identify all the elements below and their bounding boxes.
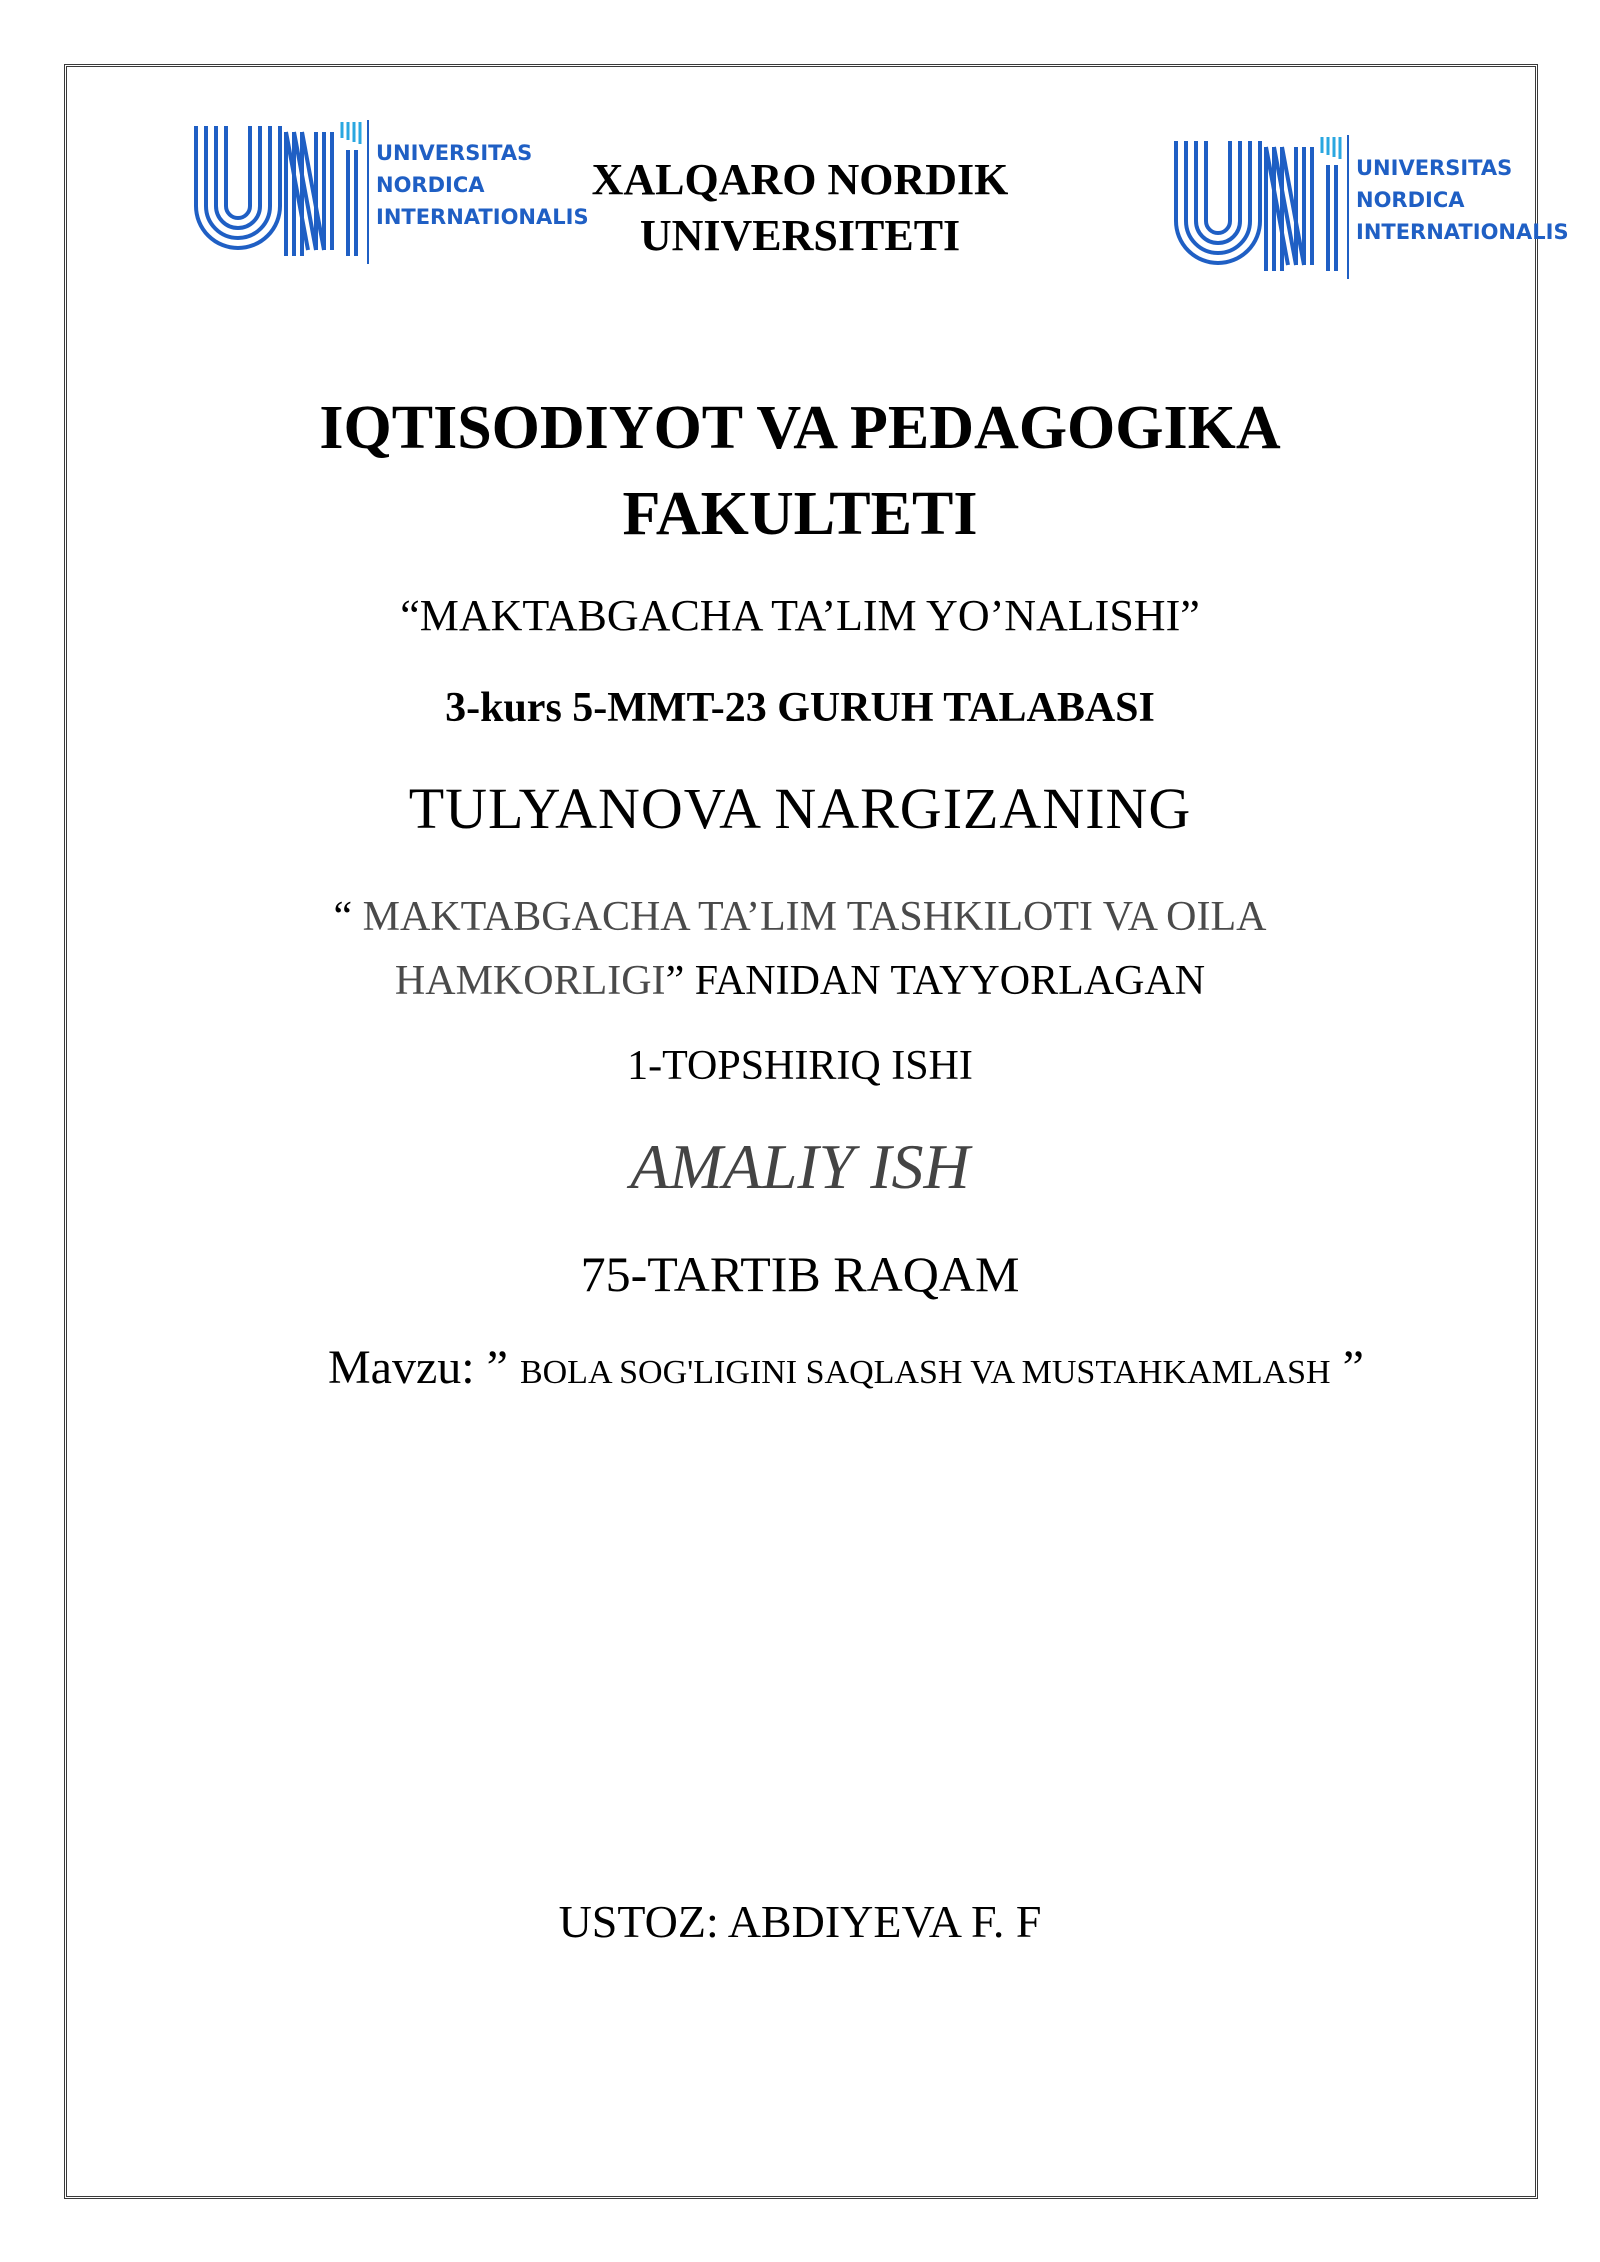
- logo-text-line1: UNIVERSITAS: [1356, 156, 1513, 180]
- task-title: 1-TOPSHIRIQ ISHI: [627, 1043, 973, 1089]
- work-type: AMALIY ISH: [630, 1131, 970, 1202]
- subject-title-line1: MAKTABGACHA TA’LIM TASHKILOTI VA OILA: [362, 894, 1267, 940]
- logo-text-line2: NORDICA: [376, 173, 485, 197]
- topic-line: [328, 1340, 1364, 1395]
- subject-title-line2: HAMKORLIGI: [394, 958, 666, 1004]
- teacher-name: USTOZ: ABDIYEVA F. F: [558, 1896, 1042, 1947]
- logo-text-line1: UNIVERSITAS: [376, 141, 533, 165]
- university-name-line2: UNIVERSITETI: [639, 211, 961, 260]
- faculty-title-line2: FAKULTETI: [622, 480, 978, 548]
- student-name: TULYANOVA NARGIZANING: [408, 776, 1192, 841]
- subject-open-quote: “: [333, 894, 353, 940]
- order-number: 75-TARTIB RAQAM: [580, 1246, 1020, 1302]
- topic-label: Mavzu: ”: [328, 1341, 508, 1394]
- topic-end-quote: ”: [1342, 1341, 1364, 1394]
- faculty-title-line1: IQTISODIYOT VA PEDAGOGIKA: [319, 394, 1281, 462]
- student-group: 3-kurs 5-MMT-23 GURUH TALABASI: [445, 685, 1155, 731]
- logo-text-line3: INTERNATIONALIS: [376, 205, 589, 229]
- university-name-line1: XALQARO NORDIK: [591, 155, 1009, 204]
- topic-title: BOLA SOG'LIGINI SAQLASH VA MUSTAHKAMLASH: [519, 1354, 1331, 1391]
- study-direction: “MAKTABGACHA TA’LIM YO’NALISHI”: [400, 591, 1200, 640]
- logo-text-line3: INTERNATIONALIS: [1356, 220, 1569, 244]
- university-name: [0, 152, 1600, 264]
- faculty-title: [0, 385, 1600, 557]
- logo-text-line2: NORDICA: [1356, 188, 1465, 212]
- subject-title: [0, 885, 1600, 1013]
- subject-suffix: ” FANIDAN TAYYORLAGAN: [665, 958, 1206, 1004]
